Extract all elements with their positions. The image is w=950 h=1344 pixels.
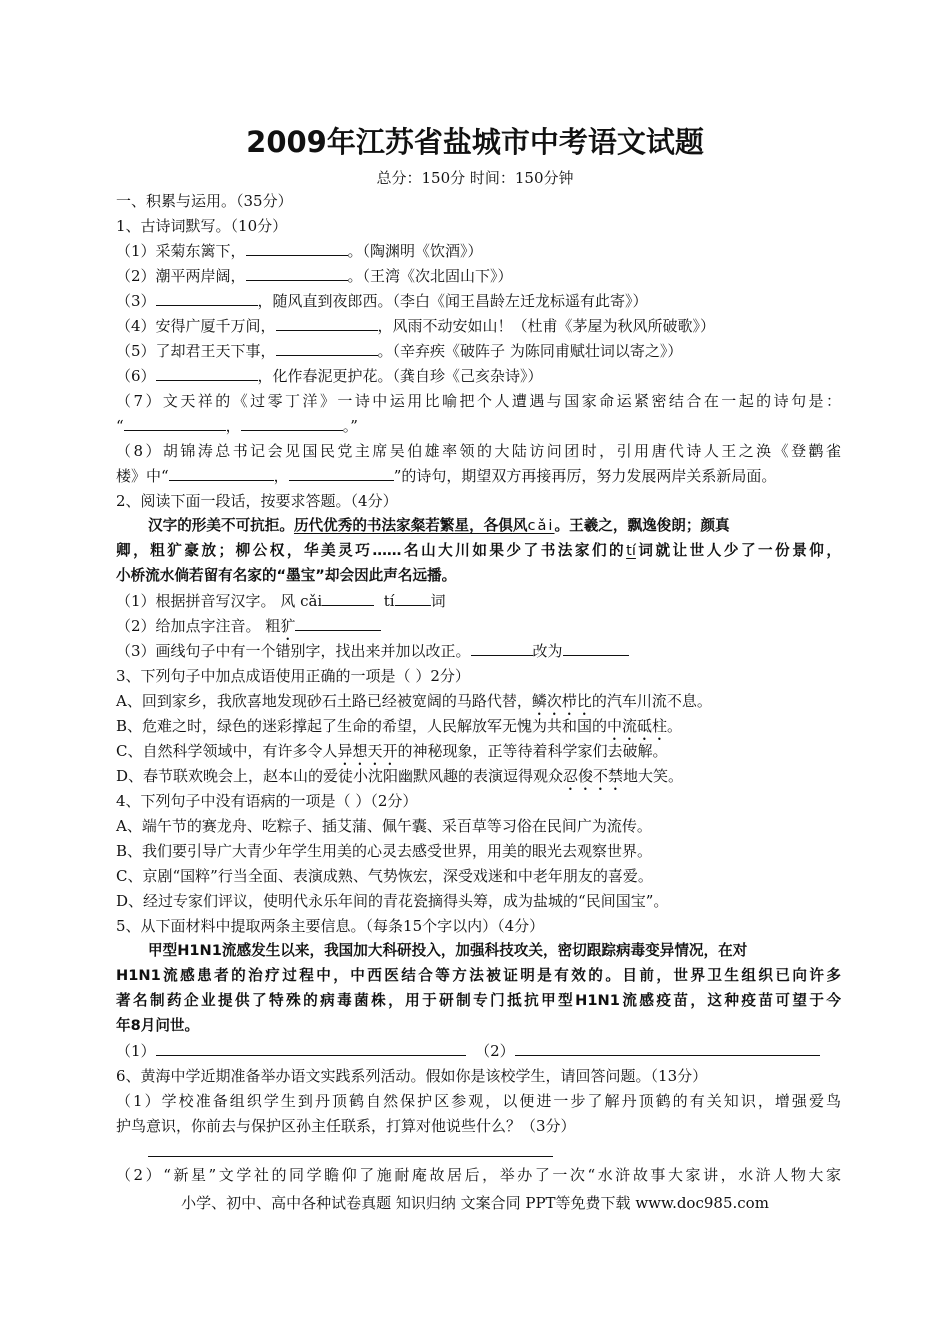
- answer-blank: [563, 641, 629, 656]
- q1-item-8-tail: ”的诗句，期望双方再接再厉，努力发展两岸关系新局面。: [393, 467, 777, 485]
- page-subtitle: 总分：150分 时间：150分钟: [376, 169, 574, 187]
- q5-passage-line-2: H1N1流感患者的治疗过程中，中西医结合等方法被证明是有效的。目前，世界卫生组织已向许多: [116, 967, 841, 984]
- q1-item-3: [116, 291, 648, 311]
- q2-passage-line-2: [116, 541, 841, 561]
- q1-item-5: [116, 341, 682, 361]
- q2-passage-line-3: 小桥流水倘若留有名家的“墨宝”却会因此声名远播。: [116, 567, 457, 584]
- passage-text: 词就让世人少了一份景仰，: [635, 542, 841, 559]
- answer-blank: [471, 641, 533, 656]
- q1-item-5-text: （5）了却君王天下事，: [116, 342, 276, 360]
- q1-item-6-text: （6）: [116, 367, 156, 385]
- passage-text: 。王羲之，飘逸俊朗；颜真: [554, 517, 730, 534]
- answer-blank: [246, 266, 348, 281]
- page-title: 2009年江苏省盐城市中考语文试题: [246, 125, 704, 159]
- pinyin-ti: tí: [383, 592, 395, 610]
- q3-option-a: A、回到家乡，我欣喜地发现砂石土路已经被宽阔的马路代替，鳞次栉比的汽车川流不息。: [116, 692, 712, 710]
- q3-option-d: D、春节联欢晚会上，赵本山的爱徒小沈阳幽默风趣的表演逗得观众忍俊不禁地大笑。: [116, 767, 684, 785]
- question-2-heading: 2、阅读下面一段话，按要求答题。（4分）: [116, 492, 398, 510]
- q1-item-8: （8）胡锦涛总书记会见国民党主席吴伯雄率领的大陆访问团时，引用唐代诗人王之涣《登鹳雀: [116, 442, 841, 460]
- q1-item-2-text: （2）潮平两岸阔，: [116, 267, 246, 285]
- answer-blank: [276, 341, 378, 356]
- answer-blank: [395, 591, 431, 606]
- passage-text: 卿，粗犷豪放；柳公权，华美灵巧……名山大川如果少了书法家们的: [116, 542, 627, 559]
- q2-sub-2-text: （2）给加点字注音。 粗: [116, 617, 281, 635]
- q1-item-3-source: ，随风直到夜郎西。（李白《闻王昌龄左迁龙标遥有此寄》）: [257, 292, 648, 310]
- q1-item-3-text: （3）: [116, 292, 156, 310]
- answer-blank: [515, 1041, 820, 1056]
- answer-label-2: （2）: [475, 1042, 515, 1060]
- q3-option-c: C、自然科学领域中，有许多令人异想天开的神秘现象，正等待着科学家们去破解。: [116, 742, 668, 760]
- q1-item-7-answer: [116, 416, 358, 436]
- question-1-heading: 1、古诗词默写。（10分）: [116, 217, 288, 235]
- answer-blank: [156, 366, 258, 381]
- comma: ，: [273, 467, 289, 485]
- answer-label-1: （1）: [116, 1042, 156, 1060]
- q1-item-4-source: ，风雨不动安如山！（杜甫《茅屋为秋风所破歌》）: [377, 317, 716, 335]
- q2-sub-1: [116, 591, 446, 611]
- answer-blank: [295, 616, 381, 631]
- comma: ，: [225, 417, 241, 435]
- question-5-heading: 5、从下面材料中提取两条主要信息。（每条15个字以内）（4分）: [116, 917, 545, 935]
- dotted-idiom: 中流砥柱: [607, 717, 668, 735]
- q4-option-b: B、我们要引导广大青少年学生用美的心灵去感受世界，用美的眼光去观察世界。: [116, 842, 653, 860]
- dotted-idiom: 忍俊不禁: [563, 767, 624, 785]
- q5-passage-line-3: 著名制药企业提供了特殊的病毒菌株，用于研制专门抵抗甲型H1N1流感疫苗，这种疫苗可望于今: [116, 992, 841, 1009]
- answer-blank: [322, 591, 374, 606]
- q1-item-1-text: （1）采菊东篱下，: [116, 242, 246, 260]
- answer-blank: [241, 416, 343, 431]
- question-3-heading: 3、下列句子中加点成语使用正确的一项是（ ）2分）: [116, 667, 470, 685]
- q4-option-c: C、京剧“国粹”行当全面、表演成熟、气势恢宏，深受戏迷和中老年朋友的喜爱。: [116, 867, 653, 885]
- answer-blank: [156, 1041, 466, 1056]
- answer-blank: [169, 466, 274, 481]
- q5-answers: [116, 1041, 820, 1061]
- q1-item-4: [116, 316, 715, 336]
- q5-passage-line-1: 甲型H1N1流感发生以来，我国加大科研投入，加强科技攻关，密切跟踪病毒变异情况，在对: [148, 942, 748, 959]
- q1-item-1: [116, 241, 483, 261]
- dotted-idiom: 异想天开: [337, 742, 398, 760]
- q2-sub-1-text: （1）根据拼音写汉字。 风 cǎi: [116, 592, 323, 610]
- q2-sub-3: [116, 641, 629, 661]
- question-6-heading: 6、黄海中学近期准备举办语文实践系列活动。假如你是该校学生，请回答问题。（13分）: [116, 1067, 708, 1085]
- quote-open: “: [116, 417, 124, 435]
- q6-sub-1-line-2: 护鸟意识，你前去与保护区孙主任联系，打算对他说些什么？（3分）: [116, 1117, 576, 1135]
- dotted-idiom: 鳞次栉比: [531, 692, 592, 710]
- answer-blank: [276, 316, 378, 331]
- answer-blank: [156, 291, 258, 306]
- q4-option-d: D、经过专家们评议，使明代永乐年间的青花瓷摘得头筹，成为盐城的“民间国宝”。: [116, 892, 669, 910]
- answer-blank: [289, 466, 394, 481]
- q6-sub-1-line-1: （1）学校准备组织学生到丹顶鹤自然保护区参观，以便进一步了解丹顶鹤的有关知识，增强爱鸟: [116, 1092, 841, 1110]
- page-footer: 小学、初中、高中各种试卷真题 知识归纳 文案合同 PPT等免费下载 www.doc985.com: [181, 1194, 769, 1212]
- answer-line: [148, 1156, 553, 1157]
- q1-item-8-cont: [116, 466, 776, 486]
- dotted-char: 犷: [280, 617, 296, 635]
- q3-option-b: B、危难之时，绿色的迷彩撑起了生命的希望，人民解放军无愧为共和国的中流砥柱。: [116, 717, 683, 735]
- q5-passage-line-4: 年8月问世。: [116, 1017, 200, 1034]
- q1-item-2: [116, 266, 513, 286]
- q2-sub-2: [116, 616, 381, 644]
- q1-item-6: [116, 366, 543, 386]
- q4-option-a: A、端午节的赛龙舟、吃粽子、插艾蒲、佩午囊、采百草等习俗在民间广为流传。: [116, 817, 652, 835]
- q6-sub-2: （2）“新星”文学社的同学瞻仰了施耐庵故居后，举办了一次“水浒故事大家讲，水浒人物大家: [116, 1166, 841, 1184]
- q1-item-2-source: 。（王湾《次北固山下》）: [347, 267, 513, 285]
- q2-sub-1-tail: 词: [430, 592, 446, 610]
- pinyin-cai: cǎi: [527, 517, 555, 534]
- q2-passage-line-1: [148, 516, 730, 536]
- q1-item-8-text: 楼》中“: [116, 467, 169, 485]
- q1-item-4-text: （4）安得广厦千万间，: [116, 317, 276, 335]
- q2-sub-3-text: （3）画线句子中有一个错别字，找出来并加以改正。: [116, 642, 471, 660]
- section-heading: 一、积累与运用。（35分）: [116, 192, 293, 210]
- underlined-sentence: 历代优秀的书法家粲若繁星，各俱风: [293, 517, 528, 534]
- question-4-heading: 4、下列句子中没有语病的一项是（ ）（2分）: [116, 792, 418, 810]
- q1-item-5-source: 。（辛弃疾《破阵子 为陈同甫赋壮词以寄之》）: [377, 342, 683, 360]
- quote-close: 。”: [342, 417, 358, 435]
- answer-blank: [246, 241, 348, 256]
- answer-blank: [124, 416, 226, 431]
- passage-text: 汉字的形美不可抗拒。: [148, 517, 294, 534]
- q1-item-7: （7）文天祥的《过零丁洋》一诗中运用比喻把个人遭遇与国家命运紧密结合在一起的诗句是：: [116, 392, 841, 410]
- q1-item-6-source: ，化作春泥更护花。（龚自珍《己亥杂诗》）: [257, 367, 543, 385]
- pinyin-ti: tí: [626, 542, 636, 559]
- q1-item-1-source: 。（陶渊明《饮酒》）: [347, 242, 483, 260]
- q2-sub-3-change: 改为: [532, 642, 563, 660]
